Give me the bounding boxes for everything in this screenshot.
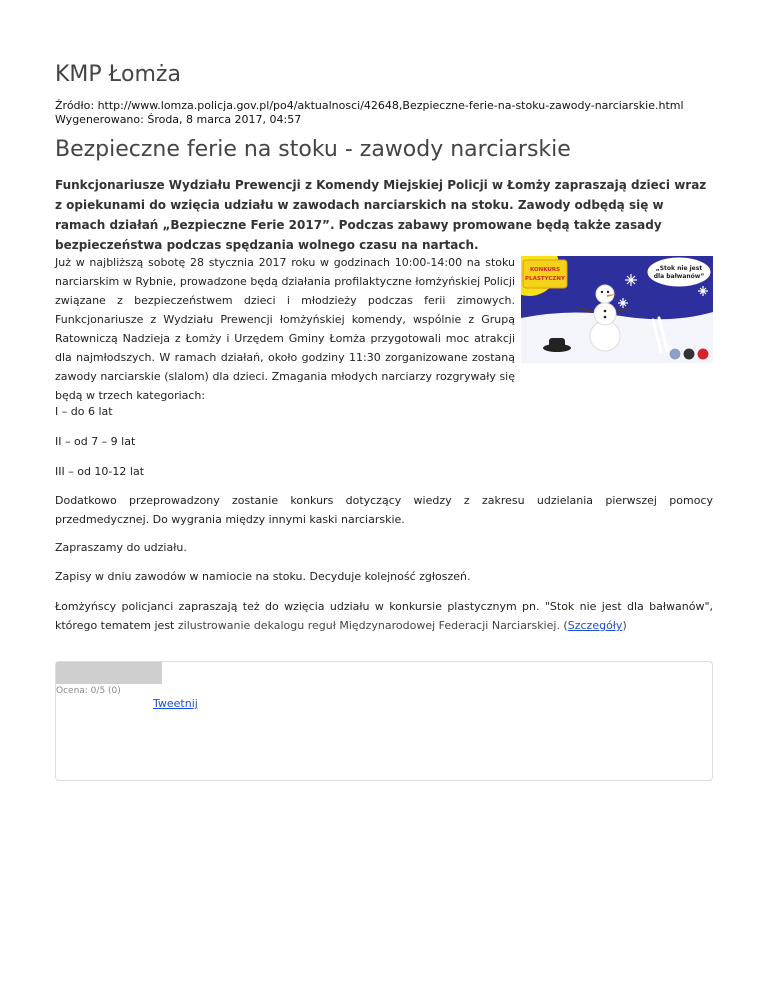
contest-text: Łomżyńscy policjanci zapraszają też do wzięcia udziału w konkursie plastycznym pn. "Stok nie jest dla bałwanów", którego tematem jest [55,600,713,632]
rating-stars-bar[interactable] [56,662,162,684]
site-title: KMP Łomża [55,62,181,87]
details-link[interactable]: Szczegóły [567,619,623,632]
contest-topic: zilustrowanie dekalogu reguł Międzynarodowej Federacji Narciarskiej. ( [177,619,568,632]
logo-icon [669,348,681,360]
category-item: II – od 7 – 9 lat [55,435,136,448]
poster-badge-line2: PLASTYCZNY [525,276,565,282]
poster-bubble-line2: dla bałwanów” [653,273,705,280]
article-contest [55,597,713,635]
contest-poster-image [521,256,713,363]
article-extra: Dodatkowo przeprowadzony zostanie konkurs dotyczący wiedzy z zakresu udzielania pierwszej pomocy przedmedycznej. Do wygrania między innymi kaski narciarskie. [55,494,713,526]
article-lead: Funkcjonariusze Wydziału Prewencji z Komendy Miejskiej Policji w Łomży zapraszają dzieci wraz z opiekunami do wzięcia udziału w zawodach narciarskich na stoku. Zawody odbędą się w ramach działań „Bezpieczne Ferie 2017”. Podczas zabawy promowane będą także zasady bezpieczeństwa podczas spędzania wolnego czasu na nartach. [55,178,707,252]
poster-illustration [521,256,713,363]
logo-icon [683,348,695,360]
rating-panel [55,661,713,781]
category-item: III – od 10-12 lat [55,465,145,478]
source-url: Źródło: http://www.lomza.policja.gov.pl/po4/aktualnosci/42648,Bezpieczne-ferie-na-stoku-zawody-narciarskie.html [55,99,684,112]
document-meta [55,99,684,127]
article-title: Bezpieczne ferie na stoku - zawody narciarskie [55,137,571,162]
generated-date: Wygenerowano: Środa, 8 marca 2017, 04:57 [55,113,302,126]
tweet-link[interactable]: Tweetnij [153,697,198,710]
article-invite: Zapraszamy do udziału. [55,541,187,554]
poster-bubble-line1: „Stok nie jest [655,265,703,272]
contest-close: ) [622,619,627,632]
rating-text: Ocena: 0/5 (0) [56,686,121,696]
logo-icon [697,348,709,360]
poster-badge-line1: KONKURS [529,267,561,273]
article-signup: Zapisy w dniu zawodów w namiocie na stoku. Decyduje kolejność zgłoszeń. [55,570,471,583]
article-intro: Już w najbliższą sobotę 28 stycznia 2017 roku w godzinach 10:00-14:00 na stoku narciarskim w Rybnie, prowadzone będą działania profilaktyczne łomżyńskiej Policji związane z bezpieczeństwem dzieci i młodzieży podczas ferii zimowych. Funkcjonariusze z Wydziału Prewencji łomżyńskiej komendy, wspólnie z Grupą Ratowniczą Nadzieja z Łomży i Urzędem Gminy Łomża przygotowali moc atrakcji dla najmłodszych. W ramach działań, około godziny 11:30 zorganizowane zostaną zawody narciarskie (slalom) dla dzieci. Zmagania młodych narciarzy rozgrywały się będą w trzech kategoriach: [55,256,515,402]
category-item: I – do 6 lat [55,405,113,418]
